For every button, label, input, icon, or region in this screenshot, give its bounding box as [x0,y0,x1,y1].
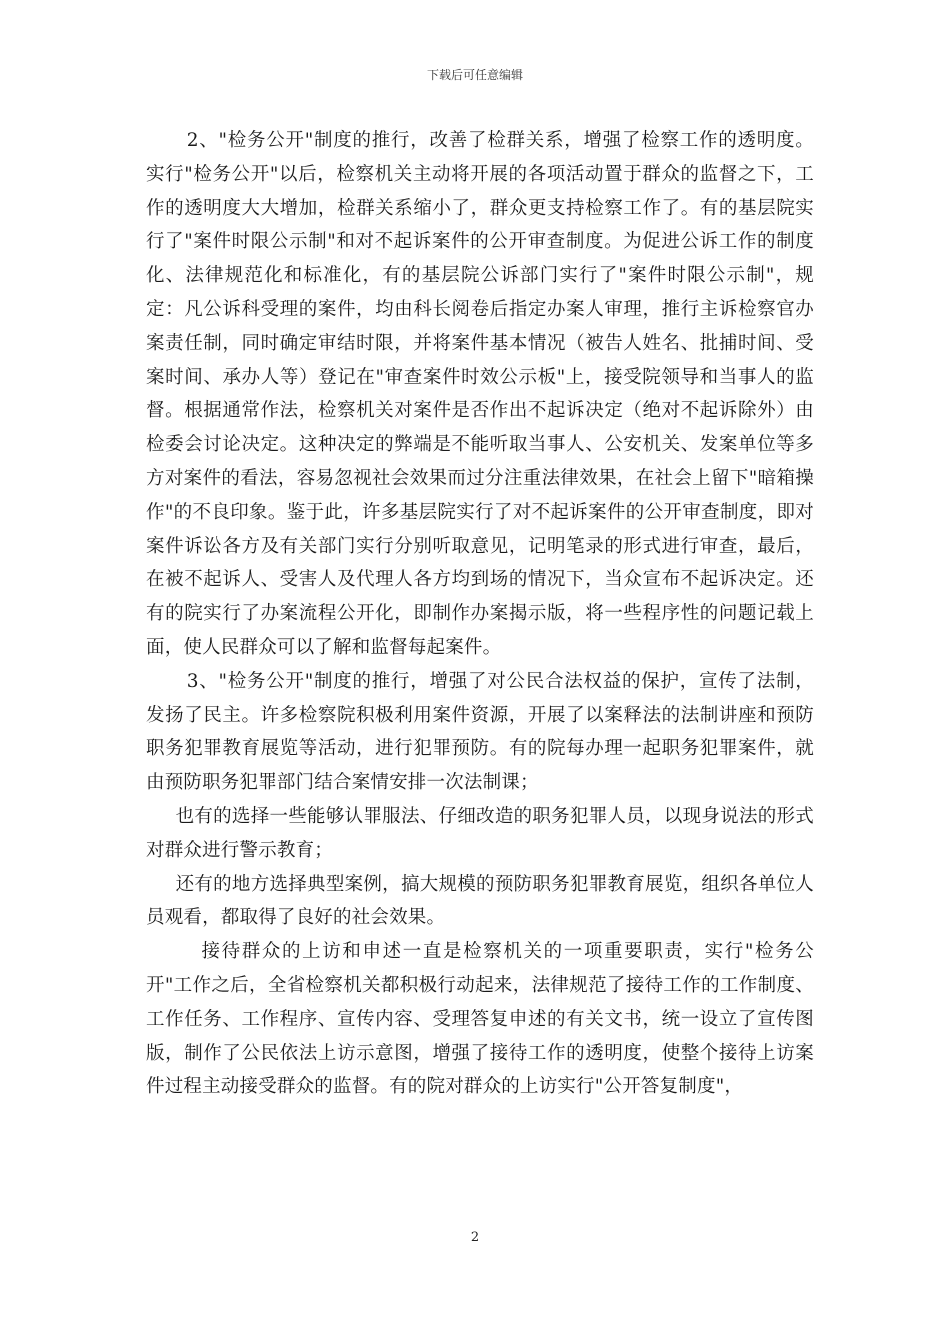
page-header-note: 下载后可任意编辑 [426,68,523,82]
paragraph-2-transparency: 2、"检务公开"制度的推行，改善了检群关系，增强了检察工作的透明度。实行"检务公开"以后，检察机关主动将开展的各项活动置于群众的监督之下，工作的透明度大大增加，检群关系缩小了，群众更支持检察工作了。有的基层院实行了"案件时限公示制"和对不起诉案件的公开审查制度。为促进公诉工作的制度化、法律规范化和标准化，有的基层院公诉部门实行了"案件时限公示制"，规定：凡公诉科受理的案件，均由科长阅卷后指定办案人审理，推行主诉检察官办案责任制，同时确定审结时限，并将案件基本情况（被告人姓名、批捕时间、受案时间、承办人等）登记在"审查案件时效公示板"上，接受院领导和当事人的监督。根据通常作法，检察机关对案件是否作出不起诉决定（绝对不起诉除外）由检委会讨论决定。这种决定的弊端是不能听取当事人、公安机关、发案单位等多方对案件的看法，容易忽视社会效果而过分注重法律效果，在社会上留下"暗箱操作"的不良印象。鉴于此，许多基层院实行了对不起诉案件的公开审查制度，即对案件诉讼各方及有关部门实行分别听取意见，记明笔录的形式进行审查，最后，在被不起诉人、受害人及代理人各方均到场的情况下，当众宣布不起诉决定。还有的院实行了办案流程公开化，即制作办案揭示版，将一些程序性的问题记载上面，使人民群众可以了解和监督每起案件。 [146,130,814,658]
paragraph-petition-reception: 接待群众的上访和申述一直是检察机关的一项重要职责，实行"检务公开"工作之后，全省检察机关都积极行动起来，法律规范了接待工作的工作制度、工作任务、工作程序、宣传内容、受理答复申述的有关文书，统一设立了宣传图版，制作了公民依法上访示意图，增强了接待工作的透明度，使整个接待上访案件过程主动接受群众的监督。有的院对群众的上访实行"公开答复制度"， [146,941,814,1098]
page-number: 2 [470,1230,480,1245]
paragraph-typical-cases: 还有的地方选择典型案例，搞大规模的预防职务犯罪教育展览，组织各单位人员观看，都取得了良好的社会效果。 [146,873,814,929]
document-body [146,124,814,1104]
paragraph-3-rights-protection: 3、"检务公开"制度的推行，增强了对公民合法权益的保护，宣传了法制，发扬了民主。许多检察院积极利用案件资源，开展了以案释法的法制讲座和预防职务犯罪教育展览等活动，进行犯罪预防。有的院每办理一起职务犯罪案件，就由预防职务犯罪部门结合案情安排一次法制课； [146,670,814,794]
paragraph-warning-education: 也有的选择一些能够认罪服法、仔细改造的职务犯罪人员，以现身说法的形式对群众进行警示教育； [146,805,814,861]
